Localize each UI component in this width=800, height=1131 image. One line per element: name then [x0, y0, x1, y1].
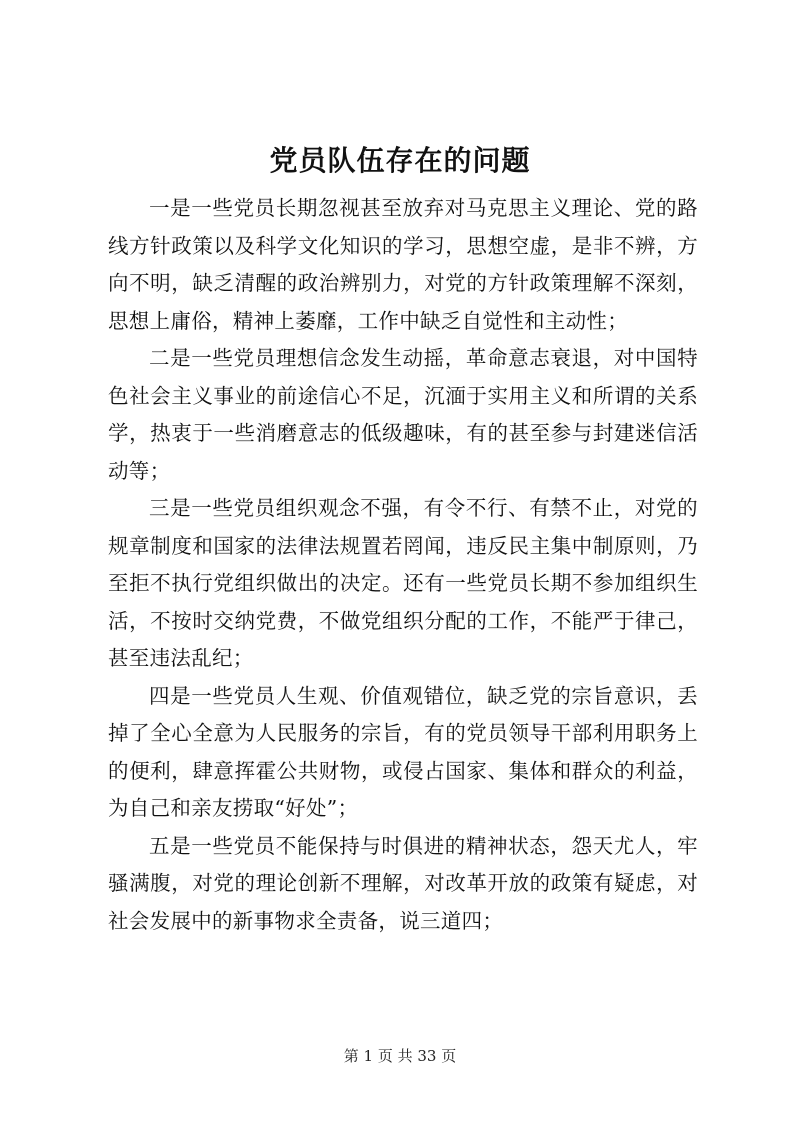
paragraph-4: 四是一些党员人生观、价值观错位，缺乏党的宗旨意识，丢掉了全心全意为人民服务的宗旨，有的党员领导干部利用职务上的便利，肆意挥霍公共财物，或侵占国家、集体和群众的利益，为自己和亲友捞取“好处”； — [108, 683, 698, 820]
page-number: 第 1 页 共 33 页 — [343, 1047, 457, 1065]
paragraph-5: 五是一些党员不能保持与时俱进的精神状态，怨天尤人，牢骚满腹，对党的理论创新不理解，对改革开放的政策有疑虑，对社会发展中的新事物求全责备，说三道四； — [108, 833, 698, 933]
paragraph-2: 二是一些党员理想信念发生动摇，革命意志衰退，对中国特色社会主义事业的前途信心不足，沉湎于实用主义和所谓的关系学，热衷于一些消磨意志的低级趣味，有的甚至参与封建迷信活动等； — [108, 346, 698, 483]
document-title: 党员队伍存在的问题 — [269, 144, 531, 177]
paragraph-1: 一是一些党员长期忽视甚至放弃对马克思主义理论、党的路线方针政策以及科学文化知识的学习，思想空虚，是非不辨，方向不明，缺乏清醒的政治辨别力，对党的方针政策理解不深刻，思想上庸俗，精神上萎靡，工作中缺乏自觉性和主动性； — [108, 196, 698, 333]
document-body — [108, 190, 698, 940]
paragraph-3: 三是一些党员组织观念不强，有令不行、有禁不止，对党的规章制度和国家的法律法规置若罔闻，违反民主集中制原则，乃至拒不执行党组织做出的决定。还有一些党员长期不参加组织生活，不按时交纳党费，不做党组织分配的工作，不能严于律己，甚至违法乱纪； — [108, 496, 698, 670]
